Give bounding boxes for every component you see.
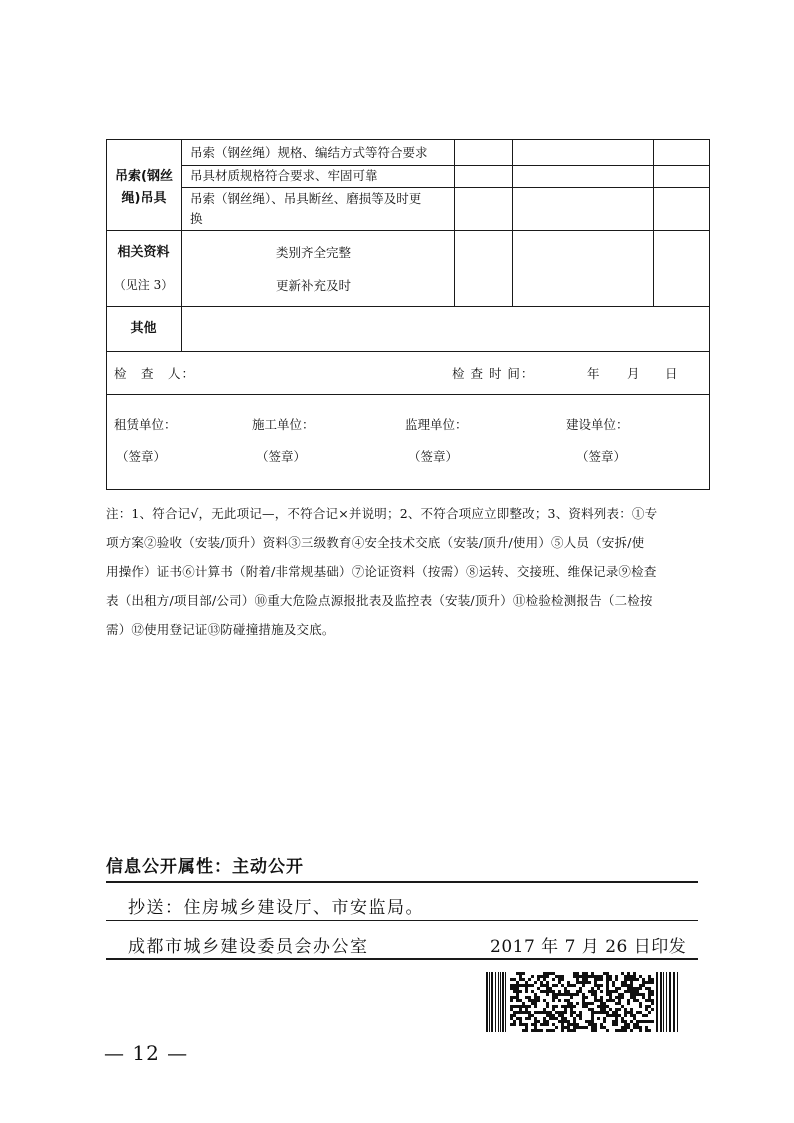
footer-rule-top [106, 881, 698, 883]
owner-unit-label: 建设单位： [566, 417, 629, 432]
sling-item-wear-cont: 换 [190, 211, 203, 226]
supervision-unit-label: 监理单位： [405, 417, 468, 432]
lessor-unit-label: 租赁单位： [114, 417, 177, 432]
footnote-line: 项方案②验收（安装/顶升）资料③三级教育④安全技术交底（安装/顶升/使用）⑤人员（安拆/使 [106, 535, 645, 550]
footnote-line: 表（出租方/项目部/公司）⑩重大危险点源报批表及监控表（安装/顶升）⑪检验检测报告（二检按 [106, 593, 653, 608]
lessor-seal: （签章） [116, 449, 167, 464]
disclosure-attribute [106, 852, 304, 877]
footnote-line: 需）⑫使用登记证⑬防碰撞措施及交底。 [106, 622, 335, 637]
sling-item-material: 吊具材质规格符合要求、牢固可靠 [190, 168, 378, 183]
sling-group-label-line2: 绳)吊具 [121, 191, 167, 206]
disclosure-label: 信息公开属性： [106, 857, 232, 877]
issue-date: 2017 年 7 月 26 日印发 [490, 937, 687, 957]
supervision-seal: （签章） [408, 449, 459, 464]
owner-seal: （签章） [576, 449, 627, 464]
cc-line: 抄送：住房城乡建设厅、市安监局。 [128, 898, 424, 918]
day-label: 日 [665, 366, 678, 381]
footnote-line: 用操作）证书⑥计算书（附着/非常规基础）⑦论证资料（按需）⑧运转、交接班、维保记录⑨检查 [106, 564, 657, 579]
sling-item-wear: 吊索（钢丝绳）、吊具断丝、磨损等及时更 [190, 191, 422, 206]
sling-item-spec: 吊索（钢丝绳）规格、编结方式等符合要求 [190, 145, 428, 160]
docs-item-update: 更新补充及时 [276, 278, 352, 293]
docs-group-sublabel: （见注 3） [113, 278, 174, 292]
other-group-label: 其他 [130, 321, 157, 336]
docs-group-label: 相关资料 [117, 245, 170, 260]
inspection-time-label: 检 查 时 间： [452, 366, 535, 381]
page-number: — 12 — [104, 1041, 189, 1065]
sling-group-label-line1: 吊索(钢丝 [115, 169, 173, 184]
issuing-office: 成都市城乡建设委员会办公室 [128, 937, 369, 957]
disclosure-value: 主动公开 [232, 857, 304, 877]
construction-seal: （签章） [256, 449, 307, 464]
construction-unit-label: 施工单位： [252, 417, 315, 432]
footer-rule-mid [106, 920, 698, 921]
year-label: 年 [587, 366, 600, 381]
month-label: 月 [627, 366, 640, 381]
docs-item-complete: 类别齐全完整 [276, 245, 352, 260]
document-barcode [486, 972, 678, 1032]
footnote-line: 注：1、符合记√，无此项记—，不符合记×并说明；2、不符合项应立即整改；3、资料列表：①专 [106, 506, 658, 521]
inspector-label: 检 查 人： [114, 366, 196, 381]
footer-rule-bottom [106, 958, 698, 960]
